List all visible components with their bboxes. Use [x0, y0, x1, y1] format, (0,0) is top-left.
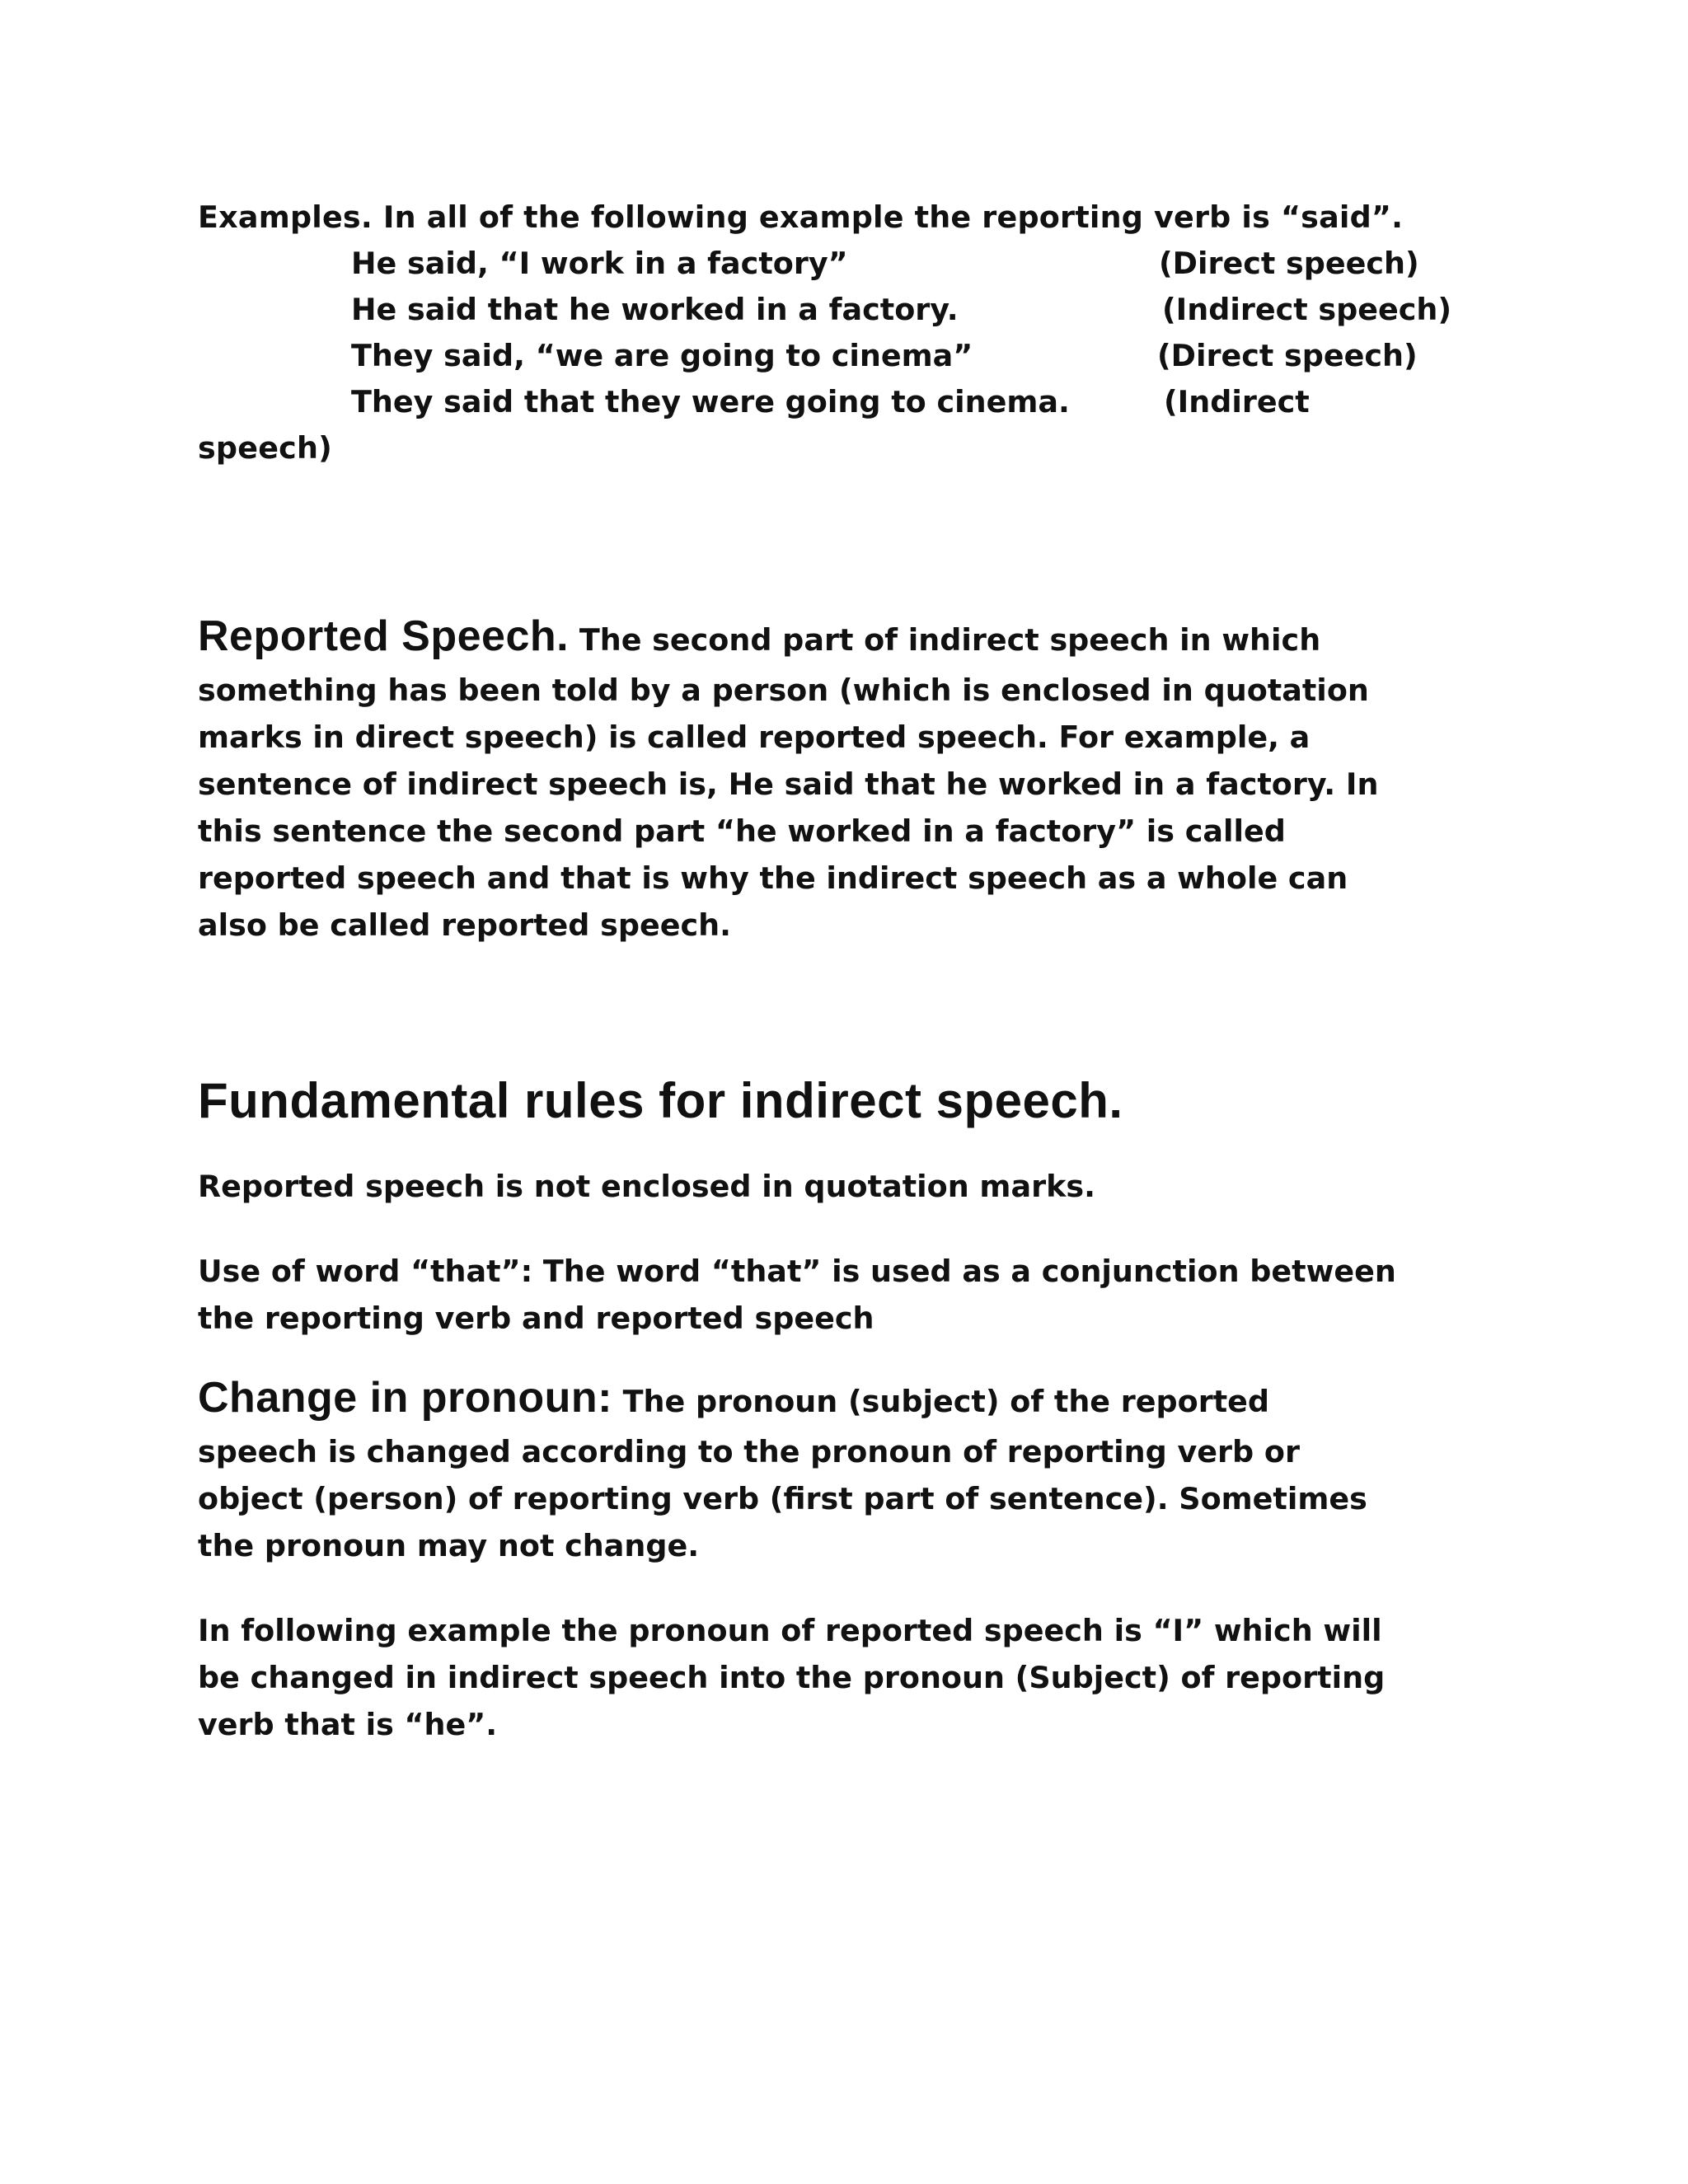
- paragraph-line: be changed in indirect speech into the pronoun (Subject) of reporting: [198, 1660, 1386, 1695]
- example-sentence: He said, “I work in a factory”: [351, 246, 848, 281]
- paragraph-line: verb that is “he”.: [198, 1707, 498, 1742]
- example-speech-type: (Direct speech): [1157, 338, 1418, 373]
- paragraph-line: the reporting verb and reported speech: [198, 1301, 874, 1336]
- example-row: [198, 287, 1500, 333]
- example-sentence: They said that they were going to cinema.: [351, 384, 1070, 419]
- document-page: [198, 194, 1500, 1748]
- paragraph-line: The second part of indirect speech in which: [579, 622, 1321, 658]
- paragraph-line: reported speech and that is why the indirect speech as a whole can: [198, 860, 1348, 896]
- change-in-pronoun-term: Change in pronoun:: [198, 1374, 612, 1422]
- paragraph-line: marks in direct speech) is called reported speech. For example, a: [198, 719, 1311, 755]
- paragraph-line: also be called reported speech.: [198, 907, 731, 943]
- example-speech-type: (Indirect speech): [1162, 292, 1452, 327]
- paragraph-line: the pronoun may not change.: [198, 1528, 700, 1563]
- paragraph-line: The pronoun (subject) of the reported: [622, 1384, 1270, 1419]
- pronoun-first-line: [198, 1371, 1500, 1428]
- paragraph-line: object (person) of reporting verb (first part of sentence). Sometimes: [198, 1481, 1367, 1516]
- pronoun-example-paragraph: [198, 1607, 1500, 1748]
- example-sentence: They said, “we are going to cinema”: [351, 338, 973, 373]
- reported-speech-term: Reported Speech.: [198, 612, 570, 660]
- examples-intro: Examples. In all of the following example the reporting verb is “said”.: [198, 199, 1404, 235]
- paragraph-line: In following example the pronoun of reported speech is “I” which will: [198, 1613, 1382, 1648]
- rule-use-of-that: [198, 1248, 1500, 1342]
- paragraph-line: this sentence the second part “he worked in a factory” is called: [198, 813, 1286, 849]
- example-row: [198, 379, 1500, 425]
- examples-section: [198, 194, 1500, 471]
- example-speech-type: (Direct speech): [1159, 246, 1419, 281]
- paragraph-line: Use of word “that”: The word “that” is used as a conjunction between: [198, 1254, 1396, 1289]
- example-speech-type: (Indirect: [1164, 384, 1310, 419]
- example-row: [198, 241, 1500, 287]
- example-sentence: He said that he worked in a factory.: [351, 292, 959, 327]
- paragraph-line: speech is changed according to the pronoun of reporting verb or: [198, 1434, 1300, 1469]
- reported-speech-first-line: [198, 610, 1500, 667]
- paragraph-line: something has been told by a person (which is enclosed in quotation: [198, 673, 1369, 708]
- rule-no-quotes: Reported speech is not enclosed in quotation marks.: [198, 1169, 1095, 1204]
- rules-section: [198, 1072, 1500, 1748]
- paragraph-line: sentence of indirect speech is, He said that he worked in a factory. In: [198, 766, 1379, 802]
- reported-speech-section: [198, 610, 1500, 949]
- rules-heading: Fundamental rules for indirect speech.: [198, 1073, 1123, 1128]
- example-wrap-text: speech): [198, 430, 333, 466]
- example-row: [198, 333, 1500, 379]
- rule-change-in-pronoun: [198, 1371, 1500, 1569]
